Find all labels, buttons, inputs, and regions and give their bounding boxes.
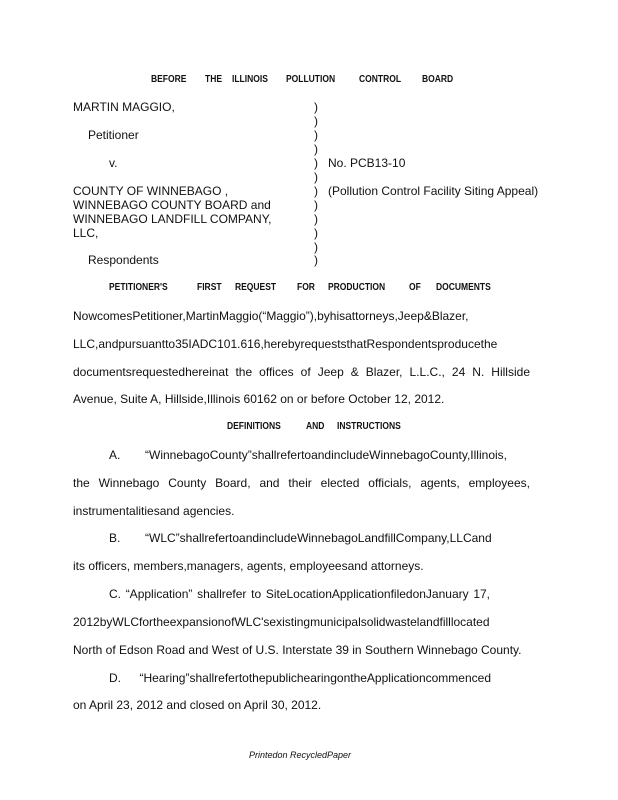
respondent-line: LLC,: [73, 226, 99, 240]
respondent-line: WINNEBAGO LANDFILL COMPANY,: [73, 212, 272, 226]
intro-line: documentsrequestedhereinat the offices of Jeep & Blazer, L.L.C., 24 N. Hillside: [73, 365, 530, 379]
paren: ): [314, 128, 318, 142]
title-word: PETITIONER'S: [109, 282, 168, 293]
paren: ): [314, 226, 318, 240]
paren: ): [314, 170, 318, 184]
case-number: No. PCB13-10: [328, 156, 406, 170]
paren: ): [314, 114, 318, 128]
definition-line: North of Edson Road and West of U.S. Interstate 39 in Southern Winnebago County.: [73, 643, 522, 657]
paren: ): [314, 253, 318, 267]
definition-line: D. “Hearing”shallrefertothepublichearingontheApplicationcommenced: [109, 671, 491, 685]
heading-word: BOARD: [422, 74, 454, 85]
title-word: FIRST: [197, 282, 222, 293]
heading-word: CONTROL: [359, 74, 402, 85]
definition-line: C. “Application” shallrefer to SiteLocationApplicationfiledonJanuary 17,: [109, 587, 490, 601]
title-word: DOCUMENTS: [436, 282, 491, 293]
paren: ): [314, 212, 318, 226]
petitioner-name: MARTIN MAGGIO,: [73, 100, 175, 114]
heading-word: THE: [205, 74, 222, 85]
title-word: OF: [409, 282, 421, 293]
heading-word: BEFORE: [151, 74, 187, 85]
heading-word: ILLINOIS: [232, 74, 268, 85]
paren: ): [314, 100, 318, 114]
respondents-role: Respondents: [88, 253, 159, 267]
definition-label: B.: [109, 531, 121, 545]
definitions-word: INSTRUCTIONS: [337, 421, 401, 432]
intro-line: Avenue, Suite A, Hillside,Illinois 60162 on or before October 12, 2012.: [73, 392, 445, 406]
case-description: (Pollution Control Facility Siting Appeal): [328, 184, 539, 198]
definition-line: on April 23, 2012 and closed on April 30, 2012.: [73, 698, 322, 712]
definition-line: 2012byWLCfortheexpansionofWLC'sexistingmunicipalsolidwastelandfilllocated: [73, 615, 490, 629]
paren: ): [314, 142, 318, 156]
heading-word: POLLUTION: [286, 74, 336, 85]
paren: ): [314, 184, 318, 198]
footer-recycled-paper: Printedon RecycledPaper: [249, 750, 352, 760]
title-word: FOR: [297, 282, 315, 293]
respondent-line: COUNTY OF WINNEBAGO ,: [73, 184, 229, 198]
intro-line: LLC,andpursuantto35IADC101.616,herebyrequeststhatRespondentsproducethe: [73, 337, 498, 351]
paren: ): [314, 198, 318, 212]
title-word: REQUEST: [235, 282, 277, 293]
respondent-line: WINNEBAGO COUNTY BOARD and: [73, 198, 271, 212]
definition-line: “WLC”shallrefertoandincludeWinnebagoLandfillCompany,LLCand: [145, 531, 492, 545]
intro-line: NowcomesPetitioner,MartinMaggio(“Maggio”),byhisattorneys,Jeep&Blazer,: [73, 309, 469, 323]
title-word: PRODUCTION: [328, 282, 386, 293]
paren: ): [314, 240, 318, 254]
definition-line: instrumentalitiesand agencies.: [73, 504, 235, 518]
definition-line: “WinnebagoCounty”shallrefertoandincludeWinnebagoCounty,Illinois,: [145, 448, 507, 462]
petitioner-role: Petitioner: [88, 128, 139, 142]
definition-line: its officers, members,managers, agents, employeesand attorneys.: [73, 559, 424, 573]
definition-label: A.: [109, 448, 121, 462]
versus: v.: [109, 156, 118, 170]
definition-line: the Winnebago County Board, and their elected officials, agents, employees,: [73, 476, 530, 490]
paren: ): [314, 156, 318, 170]
definitions-word: DEFINITIONS: [227, 421, 281, 432]
definitions-word: AND: [306, 421, 325, 432]
